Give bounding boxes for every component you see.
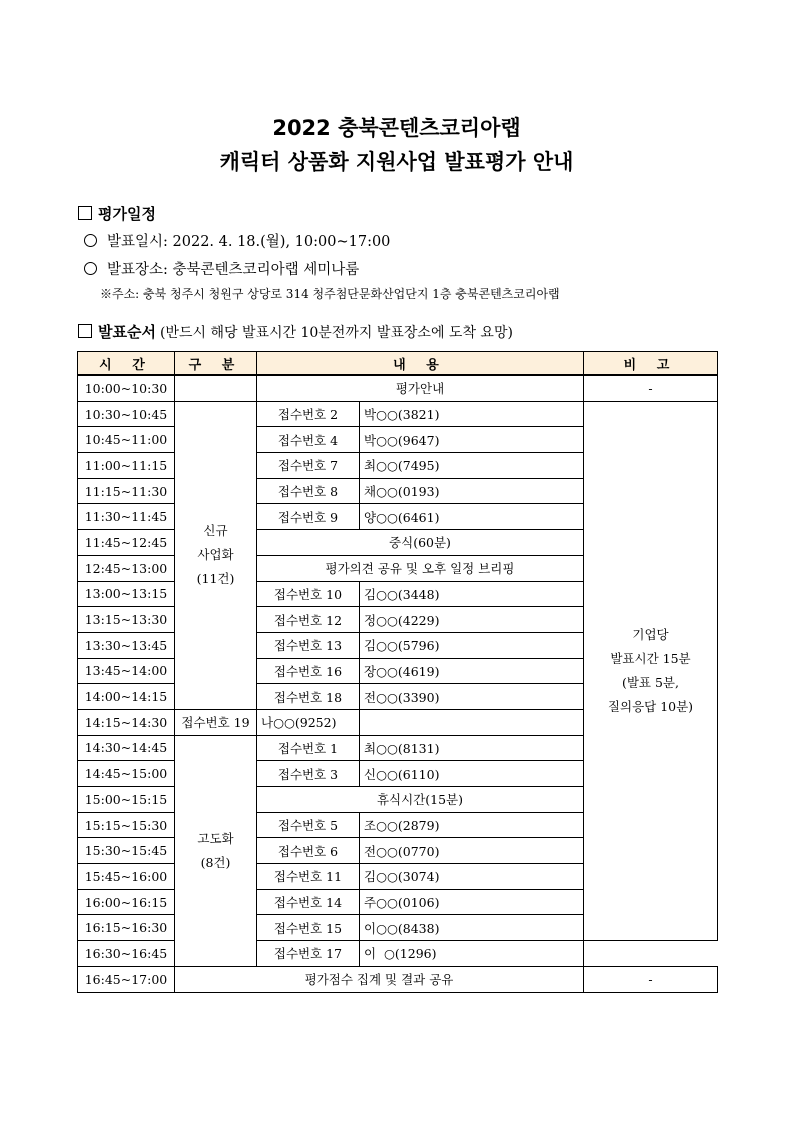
registration-no: 접수번호 4: [257, 427, 360, 453]
header-time: 시 간: [78, 352, 175, 376]
presentation-place-text: 발표장소: 충북콘텐츠코리아랩 세미나룸: [107, 262, 360, 278]
table-row: [78, 401, 718, 427]
applicant-name: 김○○(3448): [360, 581, 584, 607]
category-advancement: [175, 735, 257, 966]
time-cell: 10:00~10:30: [78, 375, 175, 401]
applicant-name: 조○○(2879): [360, 812, 584, 838]
time-cell: 14:30~14:45: [78, 735, 175, 761]
applicant-name: 주○○(0106): [360, 889, 584, 915]
remark-presentation-time: [584, 401, 718, 940]
time-cell: 14:15~14:30: [78, 709, 175, 735]
remark-cell: -: [584, 966, 718, 992]
category-line: (11건): [196, 571, 235, 587]
remark-line: 기업당: [632, 626, 669, 642]
registration-no: 접수번호 10: [257, 581, 360, 607]
category-line: 고도화: [197, 830, 234, 846]
time-cell: 13:45~14:00: [78, 658, 175, 684]
registration-no: 접수번호 15: [257, 915, 360, 941]
registration-no: 접수번호 3: [257, 761, 360, 787]
circle-bullet-icon: [84, 262, 97, 275]
applicant-name: 정○○(4229): [360, 607, 584, 633]
registration-no: 접수번호 6: [257, 838, 360, 864]
content-cell: 평가안내: [257, 375, 584, 401]
presentation-date-text: 발표일시: 2022. 4. 18.(월), 10:00~17:00: [107, 234, 391, 250]
time-cell: 10:30~10:45: [78, 401, 175, 427]
presentation-place: [84, 258, 359, 279]
applicant-name: 최○○(8131): [360, 735, 584, 761]
registration-no: 접수번호 8: [257, 478, 360, 504]
content-cell: 평가점수 집계 및 결과 공유: [175, 966, 584, 992]
time-cell: 12:45~13:00: [78, 555, 175, 581]
applicant-name: 장○○(4619): [360, 658, 584, 684]
applicant-name: 전○○(3390): [360, 684, 584, 710]
remark-line: 질의응답 10분): [607, 698, 694, 714]
time-cell: 10:45~11:00: [78, 427, 175, 453]
registration-no: 접수번호 11: [257, 864, 360, 890]
registration-no: 접수번호 12: [257, 607, 360, 633]
time-cell: 11:15~11:30: [78, 478, 175, 504]
header-content: 내 용: [257, 352, 584, 376]
time-cell: 13:30~13:45: [78, 632, 175, 658]
time-cell: 11:30~11:45: [78, 504, 175, 530]
registration-no: 접수번호 13: [257, 632, 360, 658]
time-cell: 11:45~12:45: [78, 530, 175, 556]
time-cell: 13:15~13:30: [78, 607, 175, 633]
remark-line: (발표 5분,: [621, 674, 679, 690]
table-row: [78, 966, 718, 992]
time-cell: 14:00~14:15: [78, 684, 175, 710]
time-cell: 15:30~15:45: [78, 838, 175, 864]
table-row: [78, 941, 718, 967]
time-cell: 16:00~16:15: [78, 889, 175, 915]
registration-no: 접수번호 18: [257, 684, 360, 710]
briefing-cell: 평가의견 공유 및 오후 일정 브리핑: [257, 555, 584, 581]
section-schedule-heading: [78, 203, 156, 224]
registration-no: 접수번호 9: [257, 504, 360, 530]
time-cell: 15:00~15:15: [78, 787, 175, 813]
applicant-name: 박○○(9647): [360, 427, 584, 453]
checkbox-square-icon: [78, 206, 92, 220]
time-cell: 15:15~15:30: [78, 812, 175, 838]
category-new-business: [175, 401, 257, 709]
section-heading-text: 평가일정: [98, 205, 156, 223]
time-cell: 13:00~13:15: [78, 581, 175, 607]
time-cell: 14:45~15:00: [78, 761, 175, 787]
applicant-name: 최○○(7495): [360, 453, 584, 479]
applicant-name: 이 ○(1296): [360, 941, 584, 967]
category-line: 사업화: [197, 547, 234, 563]
registration-no: 접수번호 7: [257, 453, 360, 479]
registration-no: 접수번호 14: [257, 889, 360, 915]
applicant-name: 양○○(6461): [360, 504, 584, 530]
address-note: ※주소: 충북 청주시 청원구 상당로 314 청주첨단문화산업단지 1층 충북콘텐츠코리아랩: [100, 287, 560, 301]
registration-no: 접수번호 19: [175, 709, 257, 735]
time-cell: 16:30~16:45: [78, 941, 175, 967]
section-order-heading: [78, 321, 513, 342]
applicant-name: 박○○(3821): [360, 401, 584, 427]
registration-no: 접수번호 2: [257, 401, 360, 427]
category-cell: [175, 375, 257, 401]
section-heading-text: 발표순서: [98, 323, 156, 341]
time-cell: 15:45~16:00: [78, 864, 175, 890]
document-title-line1: 2022 충북콘텐츠코리아랩: [272, 116, 521, 140]
section-note: (반드시 해당 발표시간 10분전까지 발표장소에 도착 요망): [159, 325, 513, 341]
table-header-row: [78, 352, 718, 376]
table-row: [78, 375, 718, 401]
remark-cell: -: [584, 375, 718, 401]
applicant-name: 전○○(0770): [360, 838, 584, 864]
document-title-line2: 캐릭터 상품화 지원사업 발표평가 안내: [219, 150, 574, 174]
time-cell: 16:45~17:00: [78, 966, 175, 992]
registration-no: 접수번호 17: [257, 941, 360, 967]
registration-no: 접수번호 5: [257, 812, 360, 838]
checkbox-square-icon: [78, 324, 92, 338]
category-line: 신규: [203, 523, 228, 539]
registration-no: 접수번호 16: [257, 658, 360, 684]
header-category: 구 분: [175, 352, 257, 376]
applicant-name: 김○○(3074): [360, 864, 584, 890]
circle-bullet-icon: [84, 234, 97, 247]
header-remark: 비 고: [584, 352, 718, 376]
presentation-date: [84, 230, 390, 251]
break-cell: 휴식시간(15분): [257, 787, 584, 813]
registration-no: 접수번호 1: [257, 735, 360, 761]
applicant-name: 나○○(9252): [257, 709, 360, 735]
applicant-name: 김○○(5796): [360, 632, 584, 658]
remark-line: 발표시간 15분: [610, 650, 691, 666]
applicant-name: 신○○(6110): [360, 761, 584, 787]
applicant-name: 채○○(0193): [360, 478, 584, 504]
schedule-table: [77, 351, 718, 993]
lunch-cell: 중식(60분): [257, 530, 584, 556]
applicant-name: 이○○(8438): [360, 915, 584, 941]
category-line: (8건): [200, 854, 231, 870]
time-cell: 16:15~16:30: [78, 915, 175, 941]
time-cell: 11:00~11:15: [78, 453, 175, 479]
